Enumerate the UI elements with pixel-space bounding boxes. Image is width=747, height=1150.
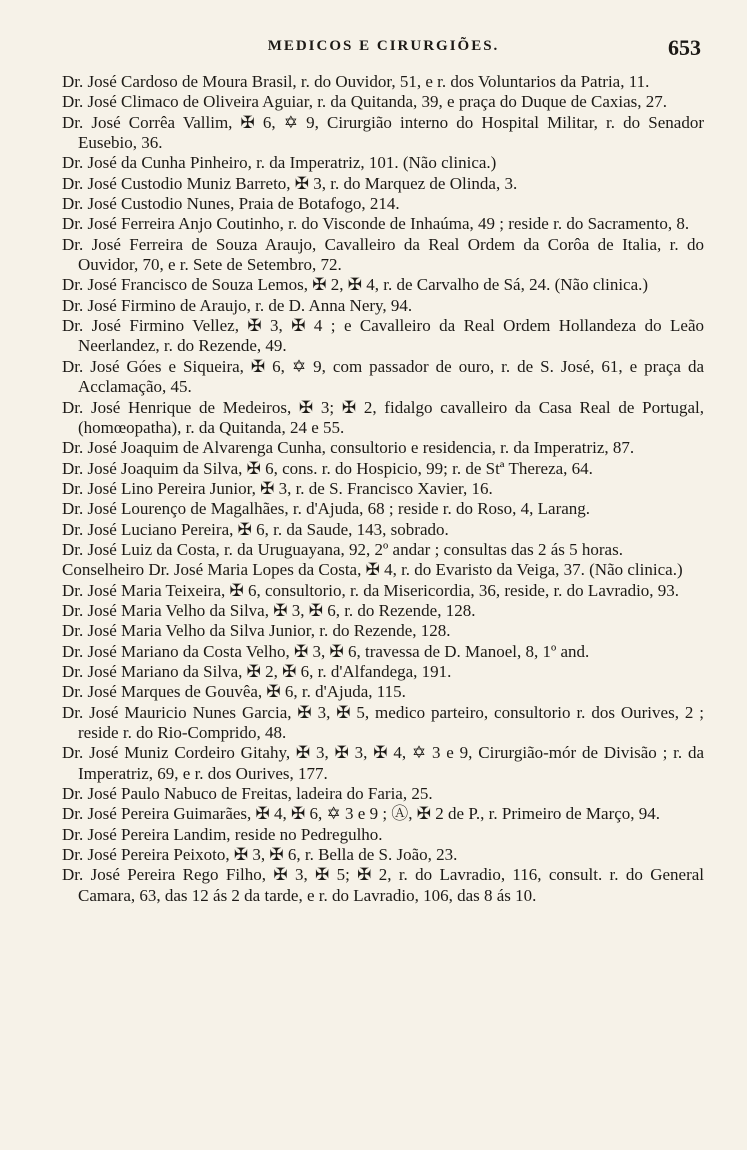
directory-entry: Dr. José Custodio Muniz Barreto, ✠ 3, r. do Marquez de Olinda, 3.	[62, 173, 518, 193]
directory-entry: Dr. José Climaco de Oliveira Aguiar, r. da Quitanda, 39, e praça do Duque de Caxias, 27.	[62, 92, 668, 112]
directory-entry: Dr. José Pereira Peixoto, ✠ 3, ✠ 6, r. Bella de S. João, 23.	[62, 845, 458, 865]
directory-entry: Dr. José Luciano Pereira, ✠ 6, r. da Saude, 143, sobrado.	[62, 519, 449, 539]
directory-entry: Dr. José Ferreira Anjo Coutinho, r. do Visconde de Inhaúma, 49 ; reside r. do Sacramento, 8.	[62, 214, 690, 234]
page-number: 653	[668, 35, 701, 60]
directory-entry: Dr. José Muniz Cordeiro Gitahy, ✠ 3, ✠ 3, ✠ 4, ✡ 3 e 9, Cirurgião-mór de Divisão ; r. da Imperatriz, 69, e r. dos Ourives, 177.	[62, 743, 704, 783]
directory-entry: Dr. José Mariano da Silva, ✠ 2, ✠ 6, r. d'Alfandega, 191.	[62, 661, 452, 681]
directory-entry: Dr. José Custodio Nunes, Praia de Botafogo, 214.	[62, 194, 400, 214]
directory-entry: Dr. José Cardoso de Moura Brasil, r. do Ouvidor, 51, e r. dos Voluntarios da Patria, 11.	[62, 72, 650, 91]
directory-entry: Dr. José Ferreira de Souza Araujo, Cavalleiro da Real Ordem da Corôa de Italia, r. do Ouvidor, 70, e r. Sete de Setembro, 72.	[62, 234, 704, 275]
directory-entry: Dr. José Firmino Vellez, ✠ 3, ✠ 4 ; e Cavalleiro da Real Ordem Hollandeza do Leão Neerlandez, r. do Rezende, 49.	[62, 316, 704, 356]
directory-entry: Dr. José Firmino de Araujo, r. de D. Anna Nery, 94.	[62, 295, 413, 315]
directory-entry: Dr. José Maria Velho da Silva, ✠ 3, ✠ 6, r. do Rezende, 128.	[62, 600, 476, 620]
directory-entry: Dr. José Maria Teixeira, ✠ 6, consultorio, r. da Misericordia, 36, reside, r. do Lavradio, 93.	[62, 580, 680, 600]
directory-entry: Dr. José Lourenço de Magalhães, r. d'Ajuda, 68 ; reside r. do Roso, 4, Larang.	[62, 499, 591, 519]
directory-entry: Dr. José Mauricio Nunes Garcia, ✠ 3, ✠ 5, medico parteiro, consultorio r. dos Ourives, 2 ; reside r. do Rio-Comprido, 48.	[62, 702, 704, 742]
directory-entry: Dr. José Lino Pereira Junior, ✠ 3, r. de S. Francisco Xavier, 16.	[62, 478, 493, 498]
directory-entry: Dr. José Pereira Guimarães, ✠ 4, ✠ 6, ✡ 3 e 9 ; Ⓐ, ✠ 2 de P., r. Primeiro de Março, 94.	[62, 804, 661, 824]
directory-entry: Dr. José da Cunha Pinheiro, r. da Imperatriz, 101. (Não clinica.)	[62, 153, 497, 173]
directory-entry: Dr. José Pereira Landim, reside no Pedregulho.	[62, 824, 383, 844]
directory-entry: Dr. José Maria Velho da Silva Junior, r. do Rezende, 128.	[62, 621, 451, 641]
directory-entry: Dr. José Corrêa Vallim, ✠ 6, ✡ 9, Cirurgião interno do Hospital Militar, r. do Senador Eusebio, 36.	[62, 112, 704, 153]
page-header	[60, 35, 707, 68]
directory-entry: Dr. José Henrique de Medeiros, ✠ 3; ✠ 2, fidalgo cavalleiro da Casa Real de Portugal, (homœopatha), r. da Quitanda, 24 e 55.	[62, 397, 704, 437]
directory-entry: Dr. José Paulo Nabuco de Freitas, ladeira do Faria, 25.	[62, 784, 433, 804]
directory-entry: Conselheiro Dr. José Maria Lopes da Costa, ✠ 4, r. do Evaristo da Veiga, 37. (Não clinica.)	[62, 560, 683, 580]
directory-entry: Dr. José Luiz da Costa, r. da Uruguayana, 92, 2º andar ; consultas das 2 ás 5 horas.	[62, 539, 623, 559]
directory-entry: Dr. José Joaquim de Alvarenga Cunha, consultorio e residencia, r. da Imperatriz, 87.	[62, 438, 635, 458]
directory-entry: Dr. José Pereira Rego Filho, ✠ 3, ✠ 5; ✠ 2, r. do Lavradio, 116, consult. r. do General Camara, 63, das 12 ás 2 da tarde, e r. do Lavradio, 106, das 8 ás 10.	[62, 865, 704, 905]
directory-entry: Dr. José Francisco de Souza Lemos, ✠ 2, ✠ 4, r. de Carvalho de Sá, 24. (Não clinica.)	[62, 275, 649, 295]
directory-entries	[62, 72, 704, 906]
directory-entry: Dr. José Góes e Siqueira, ✠ 6, ✡ 9, com passador de ouro, r. de S. José, 61, e praça da Acclamação, 45.	[62, 356, 704, 397]
directory-entry: Dr. José Marques de Gouvêa, ✠ 6, r. d'Ajuda, 115.	[62, 682, 406, 702]
directory-entry: Dr. José Mariano da Costa Velho, ✠ 3, ✠ 6, travessa de D. Manoel, 8, 1º and.	[62, 641, 590, 661]
directory-entry: Dr. José Joaquim da Silva, ✠ 6, cons. r. do Hospicio, 99; r. de Stª Thereza, 64.	[62, 458, 593, 478]
page-title: MEDICOS E CIRURGIÕES.	[267, 38, 500, 54]
